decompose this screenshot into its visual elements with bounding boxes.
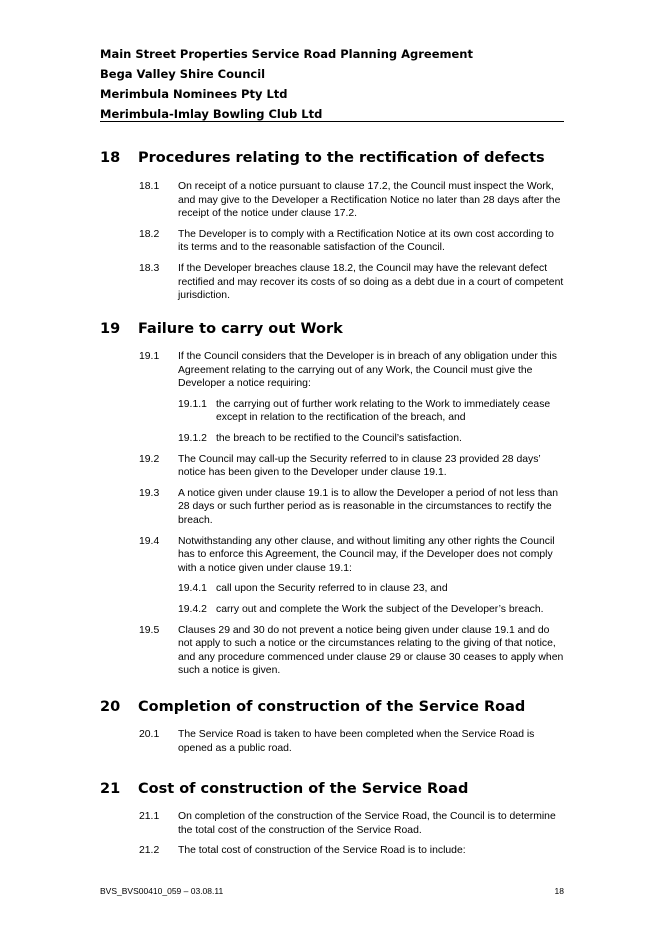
clause-text: The Developer is to comply with a Rectification Notice at its own cost according to its terms and to the reasonable satisfaction of the Council. bbox=[178, 228, 554, 254]
section-title: Cost of construction of the Service Road bbox=[138, 781, 469, 797]
clause bbox=[139, 180, 564, 221]
clause-text: If the Council considers that the Developer is in breach of any obligation under this Agreement relating to the carrying out of any Work, the Council must give the Developer a notice requiring: bbox=[178, 351, 557, 390]
clause-text: Notwithstanding any other clause, and without limiting any other rights the Council has to enforce this Agreement, the Council may, if the Developer does not comply with a notice given under clause 19.1: bbox=[178, 535, 555, 574]
clause bbox=[139, 844, 564, 858]
header-divider bbox=[100, 121, 564, 122]
clause-text: On receipt of a notice pursuant to clause 17.2, the Council must inspect the Work, and may give to the Developer a Rectification Notice no later than 28 days after the receipt of the notice under clause 17.2. bbox=[178, 181, 561, 220]
header-party-council: Bega Valley Shire Council bbox=[100, 67, 266, 81]
section-heading bbox=[100, 149, 564, 167]
section-title: Failure to carry out Work bbox=[138, 321, 343, 337]
header-agreement-title: Main Street Properties Service Road Planning Agreement bbox=[100, 47, 473, 61]
subclause bbox=[178, 582, 564, 596]
page-number: 18 bbox=[554, 886, 564, 896]
subclause-text: the breach to be rectified to the Council’s satisfaction. bbox=[216, 432, 462, 444]
clause-number: 19.4 bbox=[139, 535, 160, 547]
section-20 bbox=[100, 698, 564, 755]
subclause bbox=[178, 398, 564, 425]
section-number: 20 bbox=[100, 699, 121, 715]
subclause-text: call upon the Security referred to in clause 23, and bbox=[216, 583, 448, 595]
clause bbox=[139, 228, 564, 255]
clause-number: 19.3 bbox=[139, 487, 160, 499]
subclause-text: the carrying out of further work relating to the Work to immediately cease except in relation to the rectification of the breach, and bbox=[216, 398, 551, 424]
clause bbox=[139, 350, 564, 391]
document-header bbox=[100, 44, 564, 124]
section-number: 21 bbox=[100, 781, 121, 797]
clause-text: If the Developer breaches clause 18.2, the Council may have the relevant defect rectified and may recover its costs of so doing as a debt due in a court of competent jurisdiction. bbox=[178, 262, 564, 302]
clause-text: The Council may call-up the Security referred to in clause 23 provided 28 days’ notice has been given to the Developer under clause 19.1. bbox=[178, 453, 541, 479]
clause-number: 19.2 bbox=[139, 453, 160, 465]
clause-number: 18.2 bbox=[139, 228, 160, 240]
footer-reference: BVS_BVS00410_059 – 03.08.11 bbox=[100, 886, 224, 896]
subclause-number: 19.1.1 bbox=[178, 398, 207, 410]
clause-text: Clauses 29 and 30 do not prevent a notice being given under clause 19.1 and do not apply to such a notice or the circumstances relating to the giving of that notice, and any procedure commenced under clause 29 or clause 30 ceases to apply when such a notice is given. bbox=[178, 624, 564, 677]
subclause bbox=[178, 603, 564, 617]
clause-number: 21.2 bbox=[139, 845, 160, 857]
clause bbox=[139, 487, 564, 528]
subclause-number: 19.4.2 bbox=[178, 603, 207, 615]
clause bbox=[139, 624, 564, 678]
subclause-number: 19.1.2 bbox=[178, 432, 207, 444]
section-title: Procedures relating to the rectification of defects bbox=[138, 150, 545, 166]
clause-number: 18.3 bbox=[139, 262, 160, 274]
subclause-number: 19.4.1 bbox=[178, 583, 207, 595]
subclause-text: carry out and complete the Work the subject of the Developer’s breach. bbox=[216, 603, 544, 615]
section-18 bbox=[100, 149, 564, 303]
section-heading bbox=[100, 698, 564, 716]
page-footer bbox=[100, 886, 564, 896]
clause-number: 21.1 bbox=[139, 811, 160, 822]
clause-number: 18.1 bbox=[139, 181, 160, 192]
clause-text: A notice given under clause 19.1 is to allow the Developer a period of not less than 28 days or such further period as is reasonable in the circumstances to rectify the breach. bbox=[178, 487, 559, 526]
subclause bbox=[178, 432, 564, 446]
header-party-nominees: Merimbula Nominees Pty Ltd bbox=[100, 87, 288, 101]
clause-number: 19.5 bbox=[139, 624, 160, 636]
section-19 bbox=[100, 320, 564, 678]
clause-text: On completion of the construction of the Service Road, the Council is to determine the total cost of the construction of the Service Road. bbox=[178, 811, 556, 836]
clause-number: 19.1 bbox=[139, 351, 160, 362]
clause bbox=[139, 535, 564, 576]
clause bbox=[139, 262, 564, 303]
clause bbox=[139, 810, 564, 837]
section-21 bbox=[100, 780, 564, 858]
section-heading bbox=[100, 320, 564, 338]
section-title: Completion of construction of the Service Road bbox=[138, 699, 526, 715]
section-number: 19 bbox=[100, 321, 121, 337]
clause bbox=[139, 728, 564, 755]
section-number: 18 bbox=[100, 150, 121, 166]
clause-text: The Service Road is taken to have been completed when the Service Road is opened as a public road. bbox=[178, 729, 535, 754]
clause-text: The total cost of construction of the Service Road is to include: bbox=[178, 845, 466, 857]
clause bbox=[139, 453, 564, 480]
clause-number: 20.1 bbox=[139, 729, 160, 740]
header-party-bowling-club: Merimbula-Imlay Bowling Club Ltd bbox=[100, 107, 323, 121]
section-heading bbox=[100, 780, 564, 798]
